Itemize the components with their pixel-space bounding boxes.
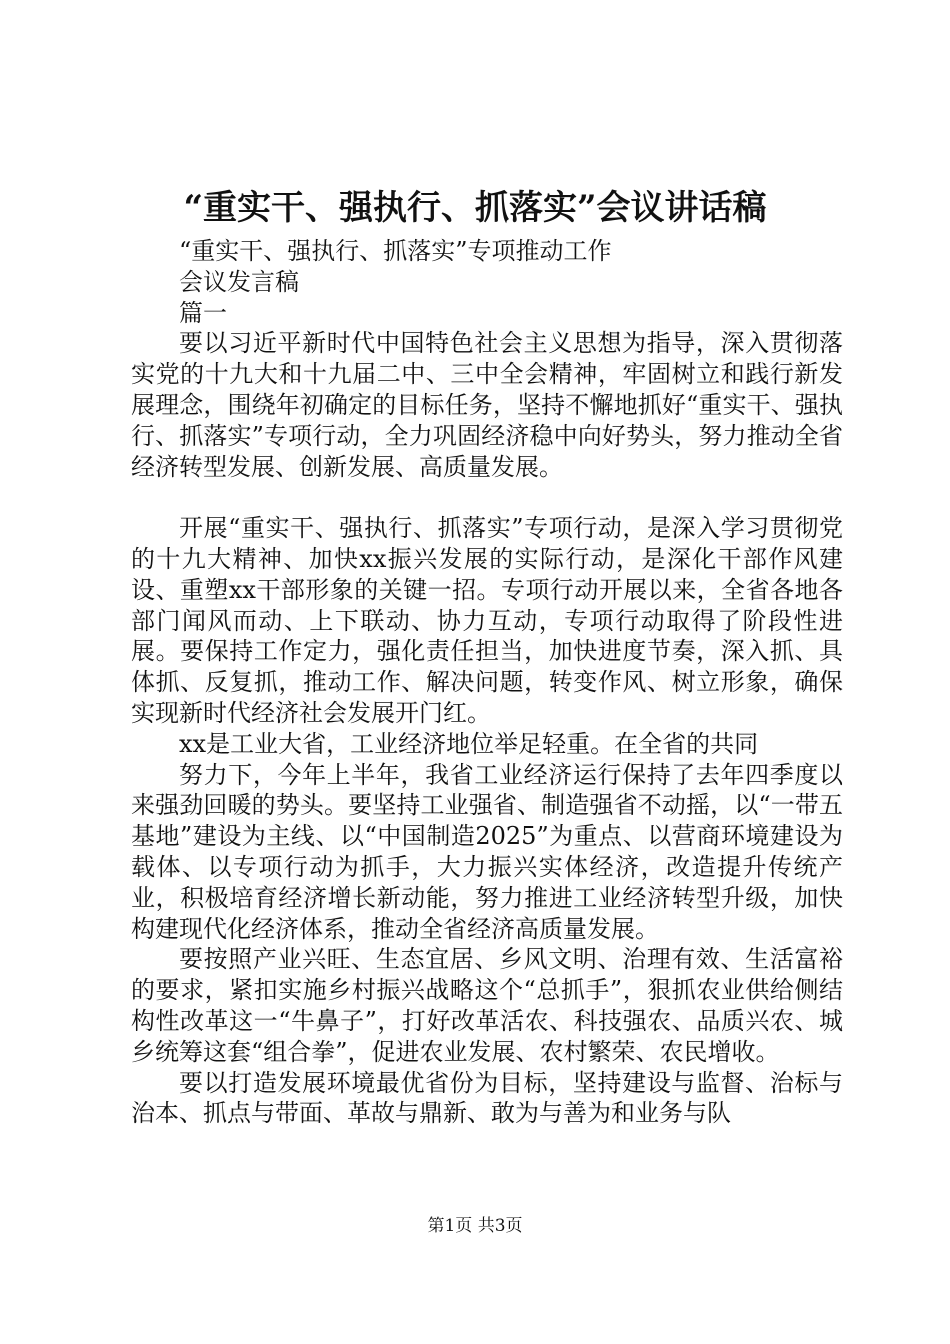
- subtitle-line-2: 会议发言稿: [179, 267, 299, 296]
- paragraph-1: 要以习近平新时代中国特色社会主义思想为指导，深入贯彻落实党的十九大和十九届二中、三中全会精神，牢固树立和践行新发展理念，围绕年初确定的目标任务，坚持不懈地抓好“重实干、强执行、抓落实”专项行动，全力巩固经济稳中向好势头，努力推动全省经济转型发展、创新发展、高质量发展。: [131, 329, 843, 481]
- paragraph-2: 开展“重实干、强执行、抓落实”专项行动，是深入学习贯彻党的十九大精神、加快xx振兴发展的实际行动，是深化干部作风建设、重塑xx干部形象的关键一招。专项行动开展以来，全省各地各部门闻风而动、上下联动、协力互动，专项行动取得了阶段性进展。要保持工作定力，强化责任担当，加快进度节奏，深入抓、具体抓、反复抓，推动工作、解决问题，转变作风、树立形象，确保实现新时代经济社会发展开门红。: [131, 514, 843, 727]
- page-indicator: 第1页 共3页: [427, 1216, 523, 1236]
- paragraph-3: xx是工业大省，工业经济地位举足轻重。在全省的共同: [179, 729, 759, 758]
- section-label: 篇一: [179, 298, 227, 327]
- document-body: [131, 236, 843, 1129]
- paragraph-5: 要按照产业兴旺、生态宜居、乡风文明、治理有效、生活富裕的要求，紧扣实施乡村振兴战略这个“总抓手”，狠抓农业供给侧结构性改革这一“牛鼻子”，打好改革活农、科技强农、品质兴农、城乡统筹这套“组合拳”，促进农业发展、农村繁荣、农民增收。: [131, 945, 843, 1066]
- paragraph-spacer: [131, 482, 843, 513]
- document-title: “重实干、强执行、抓落实”会议讲话稿: [183, 188, 767, 228]
- subtitle-line-1: “重实干、强执行、抓落实”专项推动工作: [179, 237, 612, 265]
- paragraph-4: 努力下，今年上半年，我省工业经济运行保持了去年四季度以来强劲回暖的势头。要坚持工业强省、制造强省不动摇，以“一带五基地”建设为主线、以“中国制造2025”为重点、以营商环境建设为载体、以专项行动为抓手，大力振兴实体经济，改造提升传统产业，积极培育经济增长新动能，努力推进工业经济转型升级，加快构建现代化经济体系，推动全省经济高质量发展。: [131, 760, 843, 943]
- paragraph-6: 要以打造发展环境最优省份为目标，坚持建设与监督、治标与治本、抓点与带面、革故与鼎新、敢为与善为和业务与队: [131, 1068, 843, 1128]
